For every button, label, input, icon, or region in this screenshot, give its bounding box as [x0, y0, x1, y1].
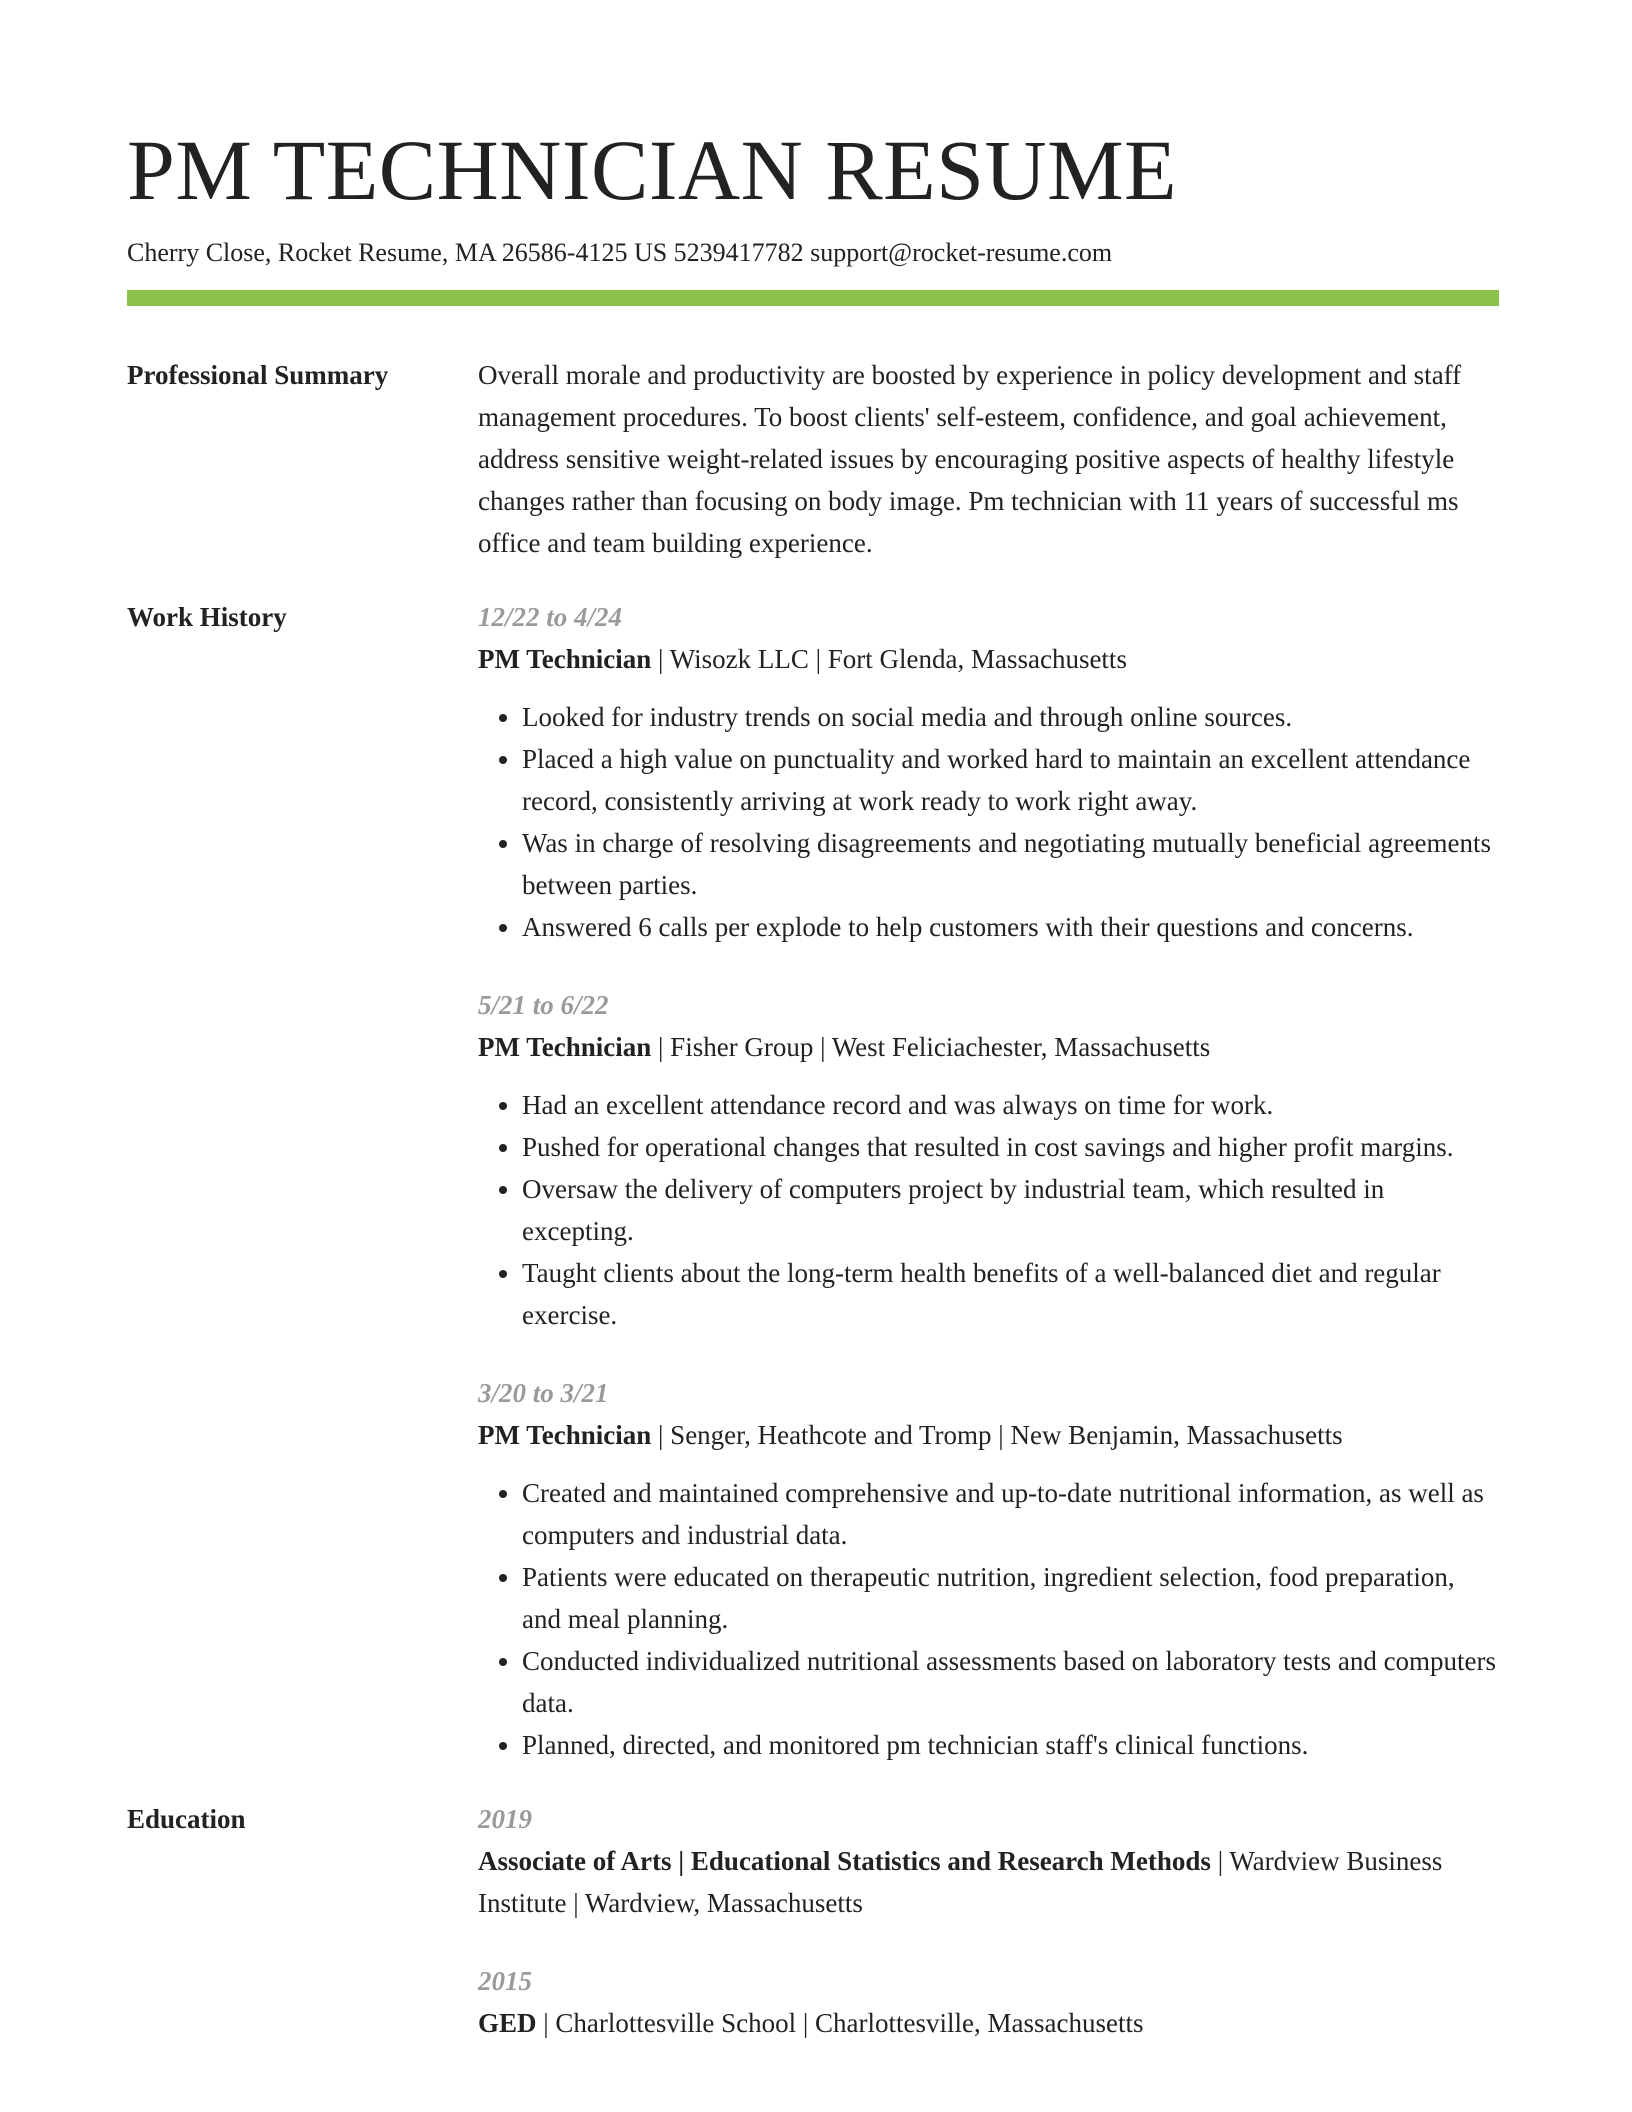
education-entry — [478, 1798, 1499, 1924]
work-history-section — [127, 596, 1499, 1766]
summary-text: Overall morale and productivity are boosted by experience in policy development and staff management procedures. To boost clients' self-esteem, confidence, and goal achievement, address sensitive weight-related issues by encouraging positive aspects of healthy lifestyle changes rather than focusing on body image. Pm technician with 11 years of successful ms office and team building experience. — [478, 360, 1462, 558]
summary-body — [478, 354, 1499, 564]
job-bullets — [478, 696, 1499, 948]
education-line — [478, 2002, 1499, 2044]
job-details: | Senger, Heathcote and Tromp | New Benjamin, Massachusetts — [651, 1420, 1343, 1450]
job-details: | Fisher Group | West Feliciachester, Massachusetts — [651, 1032, 1211, 1062]
job-dates: 3/20 to 3/21 — [478, 1378, 609, 1408]
job-title: PM Technician — [478, 1032, 652, 1062]
job-role-line — [478, 1026, 1499, 1068]
job-bullet: • Oversaw the delivery of computers project by industrial team, which resulted in excepting. — [522, 1168, 1499, 1252]
job-bullet: • Had an excellent attendance record and was always on time for work. — [522, 1084, 1499, 1126]
education-entry — [478, 1960, 1499, 2044]
contact-line: Cherry Close, Rocket Resume, MA 26586-4125 US 5239417782 support@rocket-resume.com — [127, 238, 1113, 267]
section-label-summary: Professional Summary — [127, 360, 389, 390]
job-title: PM Technician — [478, 1420, 652, 1450]
job-entry — [478, 1372, 1499, 1766]
education-degree: Associate of Arts | Educational Statistics and Research Methods — [478, 1846, 1211, 1876]
job-bullet: • Placed a high value on punctuality and worked hard to maintain an excellent attendance record, consistently arriving at work ready to work right away. — [522, 738, 1499, 822]
summary-section — [127, 354, 1499, 564]
job-bullet: • Looked for industry trends on social media and through online sources. — [522, 696, 1499, 738]
job-bullet: • Created and maintained comprehensive and up-to-date nutritional information, as well as computers and industrial data. — [522, 1472, 1499, 1556]
education-details: | Charlottesville School | Charlottesville, Massachusetts — [536, 2008, 1144, 2038]
job-details: | Wisozk LLC | Fort Glenda, Massachusetts — [651, 644, 1127, 674]
job-entry — [478, 596, 1499, 948]
section-label-education: Education — [127, 1804, 246, 1834]
section-label-work-history: Work History — [127, 602, 287, 632]
job-bullet: • Patients were educated on therapeutic nutrition, ingredient selection, food preparation, and meal planning. — [522, 1556, 1499, 1640]
resume-title: PM TECHNICIAN RESUME — [127, 122, 1178, 218]
education-degree: GED — [478, 2008, 537, 2038]
job-bullet: • Pushed for operational changes that resulted in cost savings and higher profit margins. — [522, 1126, 1499, 1168]
accent-divider — [127, 290, 1499, 306]
education-body — [478, 1798, 1499, 2044]
education-section — [127, 1798, 1499, 2044]
education-year: 2019 — [478, 1804, 532, 1834]
education-details: | Wardview Business Institute | Wardview, Massachusetts — [478, 1846, 1443, 1918]
job-entry — [478, 984, 1499, 1336]
job-bullet: • Taught clients about the long-term health benefits of a well-balanced diet and regular exercise. — [522, 1252, 1499, 1336]
work-history-body — [478, 596, 1499, 1766]
job-role-line — [478, 1414, 1499, 1456]
education-line — [478, 1840, 1499, 1924]
job-role-line — [478, 638, 1499, 680]
job-bullets — [478, 1084, 1499, 1336]
job-dates: 5/21 to 6/22 — [478, 990, 609, 1020]
education-year: 2015 — [478, 1966, 532, 1996]
job-title: PM Technician — [478, 644, 652, 674]
job-bullet: • Planned, directed, and monitored pm technician staff's clinical functions. — [522, 1724, 1499, 1766]
job-bullets — [478, 1472, 1499, 1766]
job-bullet: • Was in charge of resolving disagreements and negotiating mutually beneficial agreements between parties. — [522, 822, 1499, 906]
job-bullet: • Conducted individualized nutritional assessments based on laboratory tests and computers data. — [522, 1640, 1499, 1724]
job-dates: 12/22 to 4/24 — [478, 602, 623, 632]
job-bullet: • Answered 6 calls per explode to help customers with their questions and concerns. — [522, 906, 1499, 948]
